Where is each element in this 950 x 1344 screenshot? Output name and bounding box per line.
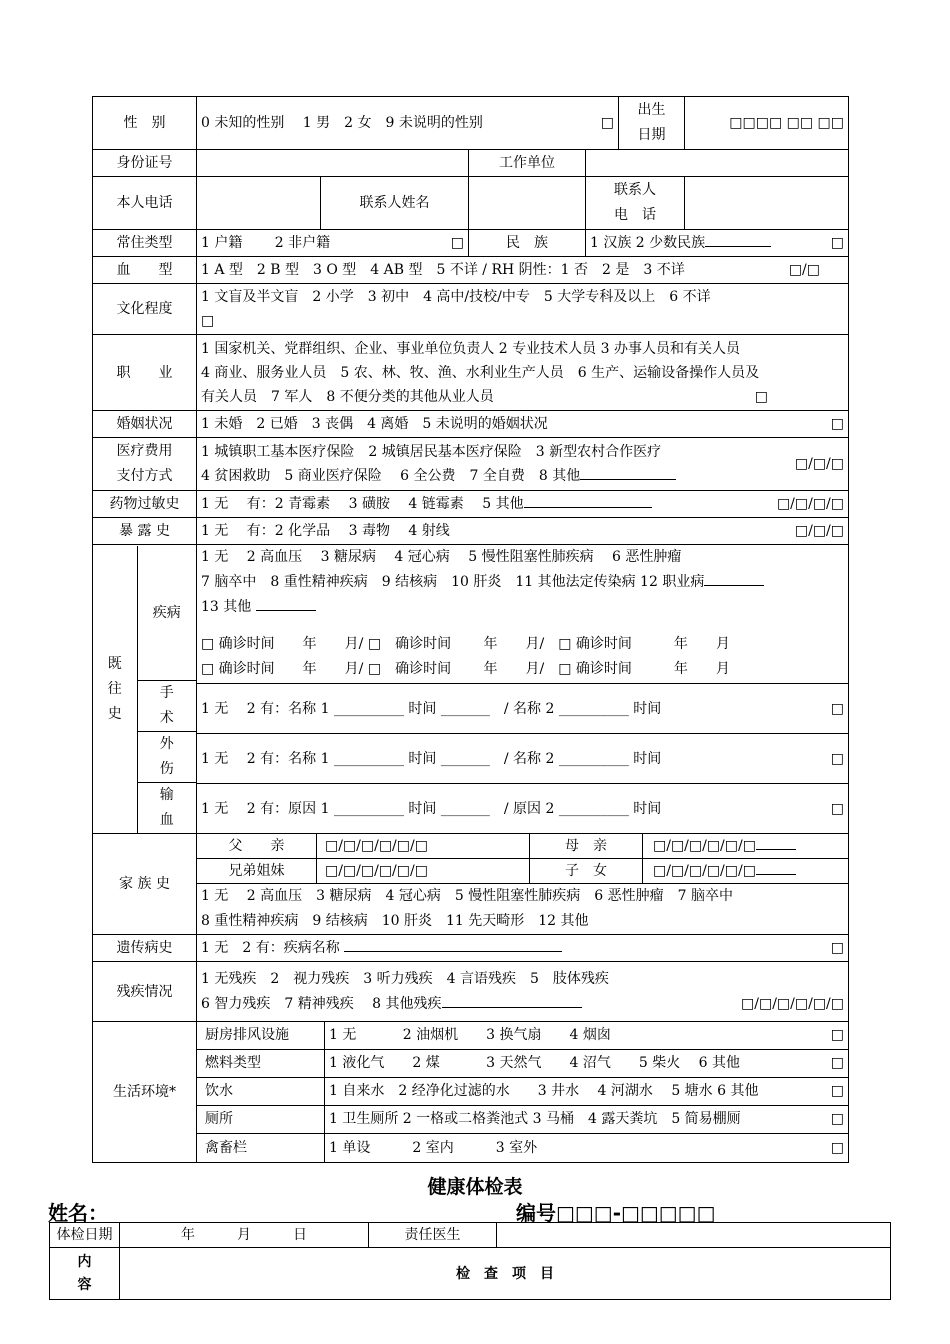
blood-options: 1 A 型 2 B 型 3 O 型 4 AB 型 5 不详 / RH 阴性：1 否 2 是 3 不详 — [201, 262, 685, 278]
disability-other-blank[interactable] — [442, 993, 582, 1008]
ethnic-checkbox[interactable]: □ — [830, 235, 844, 251]
blood-checkbox[interactable]: □/□ — [788, 262, 820, 278]
occupation-line-1: 1 国家机关、党群组织、企业、事业单位负责人 2 专业技术人员 3 办事人员和有关人员 — [201, 340, 740, 357]
allergy-options: 1 无 有：2 青霉素 3 磺胺 4 链霉素 5 其他 — [201, 496, 524, 512]
payment-line-2: 4 贫困救助 5 商业医疗保险 6 全公费 7 全自费 8 其他 — [201, 468, 581, 484]
contact-phone-field[interactable] — [685, 177, 849, 230]
ethnic-label: 民 族 — [469, 230, 586, 257]
mother-boxes[interactable]: □/□/□/□/□/□ — [653, 838, 756, 854]
genetic-disease-blank[interactable] — [344, 937, 562, 952]
living-row-name: 禽畜栏 — [197, 1134, 325, 1162]
sibling-label: 兄弟姐妹 — [197, 859, 317, 883]
work-unit-field[interactable] — [586, 150, 849, 177]
residence-checkbox[interactable]: □ — [450, 235, 464, 251]
disease-line-3: 13 其他 — [201, 599, 252, 615]
gender-label: 性 别 — [93, 97, 197, 150]
exposure-label: 暴 露 史 — [93, 518, 197, 545]
residence-type-label: 常住类型 — [93, 230, 197, 257]
code-label: 编号□□□-□□□□□ — [516, 1201, 716, 1225]
marital-label: 婚姻状况 — [93, 411, 197, 438]
occupation-checkbox[interactable]: □ — [754, 388, 768, 405]
family-line-2: 8 重性精神疾病 9 结核病 10 肝炎 11 先天畸形 12 其他 — [201, 913, 589, 929]
diagnosis-row-1[interactable]: □ 确诊时间 年 月/ □ 确诊时间 年 月/ □ 确诊时间 年 月 — [201, 636, 730, 652]
birth-date-boxes[interactable]: □□□□ □□ □□ — [685, 97, 849, 150]
check-items-label: 检 查 项 目 — [120, 1248, 891, 1300]
occupation-line-3: 有关人员 7 军人 8 不便分类的其他从业人员 — [201, 388, 494, 405]
exposure-options: 1 无 有：2 化学品 3 毒物 4 射线 — [201, 523, 450, 539]
gender-checkbox[interactable]: □ — [600, 115, 614, 131]
family-line-1: 1 无 2 高血压 3 糖尿病 4 冠心病 5 慢性阻塞性肺疾病 6 恶性肿瘤 7 脑卒中 — [201, 888, 733, 904]
allergy-other-blank[interactable] — [524, 493, 652, 508]
occupation-line-2: 4 商业、服务业人员 5 农、林、牧、渔、水利业生产人员 6 生产、运输设备操作人员及 — [201, 364, 760, 381]
education-checkbox[interactable]: □ — [201, 313, 215, 329]
living-row-name: 厨房排风设施 — [197, 1022, 325, 1049]
living-row-options: 1 液化气 2 煤 3 天然气 4 沼气 5 柴火 6 其他 — [329, 1055, 741, 1071]
mother-label: 母 亲 — [530, 834, 643, 858]
disability-line-2: 6 智力残疾 7 精神残疾 8 其他残疾 — [201, 995, 442, 1012]
marital-options: 1 未婚 2 已婚 3 丧偶 4 离婚 5 未说明的婚姻状况 — [201, 416, 548, 432]
doctor-label: 责任医生 — [369, 1223, 497, 1248]
disability-line-1: 1 无残疾 2 视力残疾 3 听力残疾 4 言语残疾 5 肢体残疾 — [201, 970, 609, 987]
water-checkbox[interactable]: □ — [830, 1083, 844, 1099]
marital-checkbox[interactable]: □ — [830, 416, 844, 432]
work-unit-label: 工作单位 — [469, 150, 586, 177]
phone-label: 本人电话 — [93, 177, 197, 230]
living-environment-label: 生活环境* — [93, 1022, 197, 1163]
contact-phone-label: 联系人 电 话 — [586, 177, 685, 230]
living-row-options: 1 无 2 油烟机 3 换气扇 4 烟囱 — [329, 1027, 611, 1043]
disease-line-1: 1 无 2 高血压 3 糖尿病 4 冠心病 5 慢性阻塞性肺疾病 6 恶性肿瘤 — [201, 549, 682, 565]
living-row-name: 饮水 — [197, 1078, 325, 1105]
trauma-checkbox[interactable]: □ — [830, 750, 844, 767]
phone-field[interactable] — [197, 177, 321, 230]
payment-line-1: 1 城镇职工基本医疗保险 2 城镇居民基本医疗保险 3 新型农村合作医疗 — [201, 444, 662, 460]
exam-date-value[interactable]: 年 月 日 — [120, 1223, 369, 1248]
payment-other-blank[interactable] — [580, 465, 676, 480]
contact-name-label: 联系人姓名 — [321, 177, 469, 230]
payment-label: 医疗费用 支付方式 — [93, 438, 197, 491]
contact-name-field[interactable] — [469, 177, 586, 230]
trauma-label: 外 伤 — [138, 732, 196, 783]
ethnic-blank[interactable] — [705, 232, 771, 247]
family-history-label: 家 族 史 — [93, 834, 197, 935]
other-disease-blank[interactable] — [256, 596, 316, 611]
mother-blank[interactable] — [756, 835, 796, 850]
exam-table — [49, 1222, 891, 1300]
allergy-checkbox[interactable]: □/□/□/□ — [776, 496, 844, 512]
living-row-options: 1 卫生厕所 2 一格或二格粪池式 3 马桶 4 露天粪坑 5 简易棚厕 — [329, 1111, 741, 1127]
diagnosis-row-2[interactable]: □ 确诊时间 年 月/ □ 确诊时间 年 月/ □ 确诊时间 年 月 — [201, 661, 730, 677]
ethnic-options: 1 汉族 2 少数民族 — [590, 235, 706, 251]
blood-type-label: 血 型 — [93, 257, 197, 284]
fuel-checkbox[interactable]: □ — [830, 1055, 844, 1071]
living-row-options: 1 自来水 2 经净化过滤的水 3 井水 4 河湖水 5 塘水 6 其他 — [329, 1083, 759, 1099]
transfusion-checkbox[interactable]: □ — [830, 800, 844, 817]
residence-options: 1 户籍 2 非户籍 — [201, 235, 331, 251]
genetic-checkbox[interactable]: □ — [830, 940, 844, 956]
genetic-options: 1 无 2 有：疾病名称 — [201, 940, 340, 956]
past-history-label: 既 往 史 — [107, 655, 122, 722]
living-row-options: 1 单设 2 室内 3 室外 — [329, 1140, 538, 1156]
doctor-field[interactable] — [497, 1223, 891, 1248]
disability-label: 残疾情况 — [93, 962, 197, 1022]
child-blank[interactable] — [756, 860, 796, 875]
id-number-label: 身份证号 — [93, 150, 197, 177]
living-row-name: 厕所 — [197, 1106, 325, 1133]
transfusion-label: 输 血 — [159, 786, 174, 828]
livestock-checkbox[interactable]: □ — [830, 1140, 844, 1156]
genetic-label: 遗传病史 — [93, 935, 197, 962]
kitchen-checkbox[interactable]: □ — [830, 1027, 844, 1043]
allergy-label: 药物过敏史 — [93, 491, 197, 518]
exam-date-label: 体检日期 — [50, 1223, 120, 1248]
trauma-text[interactable]: 1 无 2 有：名称 1 __________ 时间 _______ / 名称 2 __________ 时间 — [201, 750, 662, 767]
gender-options: 0 未知的性别 1 男 2 女 9 未说明的性别 — [201, 115, 483, 131]
father-label: 父 亲 — [197, 834, 317, 858]
living-row-name: 燃料类型 — [197, 1050, 325, 1077]
father-boxes[interactable]: □/□/□/□/□/□ — [317, 834, 530, 858]
disease-label: 疾病 — [138, 546, 196, 681]
education-options: 1 文盲及半文盲 2 小学 3 初中 4 高中/技校/中专 5 大学专科及以上 6 不详 — [201, 289, 711, 305]
child-label: 子 女 — [530, 859, 643, 883]
surgery-label: 手 术 — [138, 681, 196, 732]
id-number-field[interactable] — [197, 150, 469, 177]
transfusion-text[interactable]: 1 无 2 有：原因 1 __________ 时间 _______ / 原因 2 __________ 时间 — [201, 800, 662, 817]
birth-date-label: 出生 日期 — [619, 97, 685, 150]
sibling-boxes[interactable]: □/□/□/□/□/□ — [317, 859, 530, 883]
payment-checkbox[interactable]: □/□/□ — [794, 456, 844, 472]
surgery-checkbox[interactable]: □ — [830, 700, 844, 717]
education-label: 文化程度 — [93, 284, 197, 335]
disease-line-2: 7 脑卒中 8 重性精神疾病 9 结核病 10 肝炎 11 其他法定传染病 12 职业病 — [201, 574, 705, 590]
toilet-checkbox[interactable]: □ — [830, 1111, 844, 1127]
exposure-checkbox[interactable]: □/□/□ — [794, 523, 844, 539]
child-boxes[interactable]: □/□/□/□/□/□ — [653, 863, 756, 879]
content-label: 内 容 — [50, 1248, 120, 1300]
personal-info-table — [92, 96, 849, 1163]
disability-checkbox[interactable]: □/□/□/□/□/□ — [741, 995, 844, 1012]
occupation-label: 职 业 — [93, 335, 197, 411]
surgery-text[interactable]: 1 无 2 有：名称 1 __________ 时间 _______ / 名称 2 __________ 时间 — [201, 700, 662, 717]
name-label: 姓名： — [48, 1201, 108, 1225]
occupational-disease-blank[interactable] — [704, 571, 764, 586]
exam-title: 健康体检表 — [427, 1176, 523, 1198]
